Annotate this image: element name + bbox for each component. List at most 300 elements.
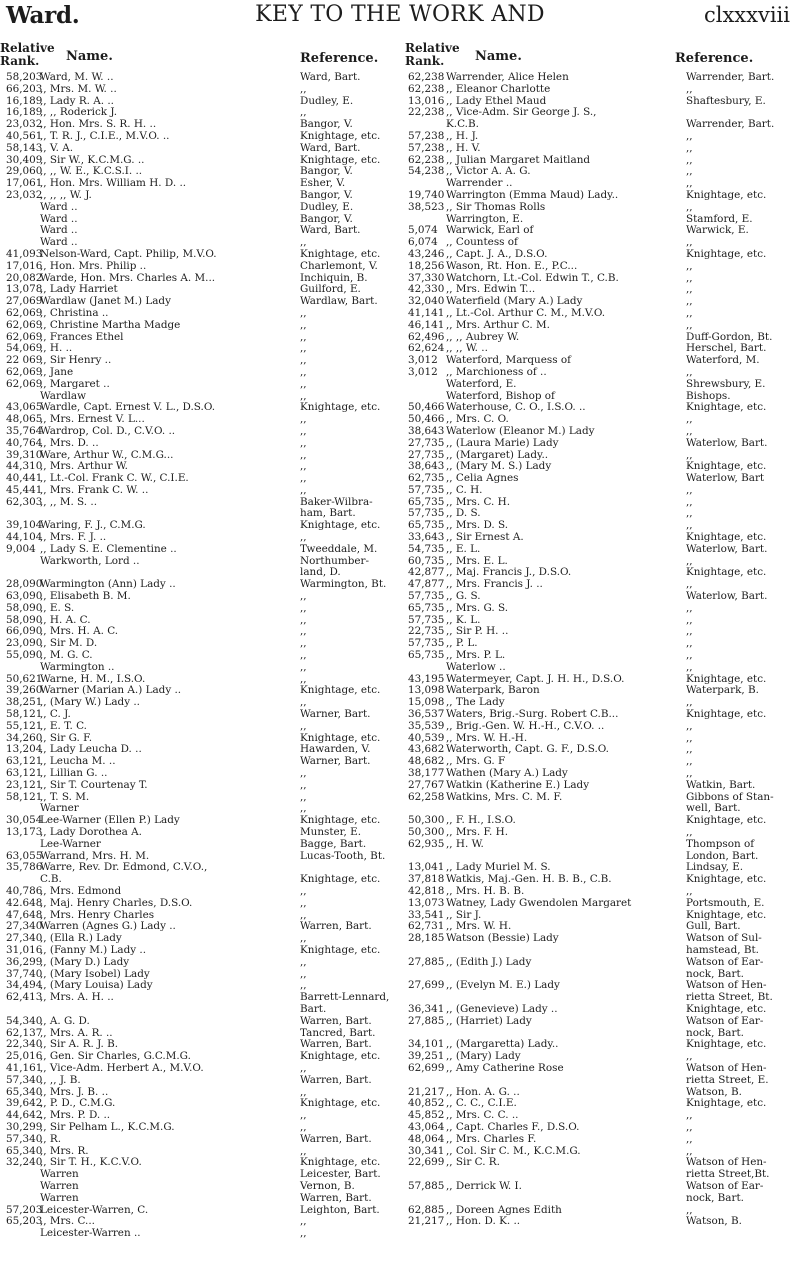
- entry-reference: ,,: [300, 413, 307, 426]
- entry-name: ,, (Edith J.) Lady: [446, 956, 532, 968]
- entry-rank: 62,624: [408, 342, 445, 355]
- index-entry: [408, 402, 796, 414]
- entry-reference: ,,: [300, 531, 307, 544]
- entry-rank: 57,340: [6, 1073, 43, 1086]
- entry-name: ,, (Mary W.) Lady ..: [40, 697, 140, 709]
- entry-rank: 62,935: [408, 837, 445, 850]
- entry-reference: Charlemont, V.: [300, 259, 378, 272]
- entry-name: ,, Sir Ernest A.: [446, 532, 524, 544]
- entry-reference: Waterpark, B.: [686, 684, 759, 697]
- entry-name: Nelson-Ward, Capt. Philip, M.V.O.: [40, 248, 217, 260]
- entry-name: Waterford, E.: [446, 378, 517, 390]
- entry-rank: 50,466: [408, 401, 445, 414]
- index-entry: [6, 591, 402, 603]
- entry-name: ,, Christine Martha Madge: [40, 319, 181, 331]
- index-entry: [408, 957, 796, 969]
- entry-rank: 58,121: [6, 708, 43, 721]
- entry-reference: Knightage, etc.: [686, 1038, 767, 1051]
- entry-reference: Esher, V.: [300, 177, 346, 190]
- index-entry: [408, 379, 796, 391]
- right-column-header: [405, 42, 800, 72]
- entry-rank: 62,069: [6, 318, 43, 331]
- index-entry: [6, 969, 402, 981]
- entry-rank: 40,786: [6, 884, 43, 897]
- entry-name: ,, Mrs. A. H. ..: [40, 992, 114, 1004]
- entry-name: ,, F. H., I.S.O.: [446, 815, 516, 827]
- entry-rank: 57,885: [408, 1179, 445, 1192]
- entry-name: Warren: [40, 1180, 79, 1192]
- entry-rank: 13,016: [408, 94, 445, 107]
- index-entry: [6, 438, 402, 450]
- index-entry: [408, 874, 796, 886]
- entry-reference: ,,: [686, 295, 693, 308]
- entry-reference: ,,: [300, 460, 307, 473]
- reference-label: Reference.: [675, 51, 754, 66]
- entry-reference: Waterlow, Bart.: [686, 542, 768, 555]
- entry-name: Warrand, Mrs. H. M.: [40, 850, 150, 862]
- entry-name: ,, Mrs. D. S.: [446, 520, 509, 532]
- entry-reference: Watkin, Bart.: [686, 778, 756, 791]
- entry-name: ,, ,, W. E., K.C.S.I. ..: [40, 166, 143, 178]
- entry-name: ,, ,, M. S. ..: [40, 496, 98, 508]
- index-entry: [408, 438, 796, 450]
- entry-reference: Knightage, etc.: [686, 1097, 767, 1110]
- index-entry: [408, 119, 796, 131]
- index-entry: [408, 662, 796, 674]
- entry-name: ,, P. L.: [446, 638, 478, 650]
- entry-rank: 21,217: [408, 1215, 445, 1228]
- entry-name: Ward ..: [40, 225, 78, 237]
- entry-reference: Knightage, etc.: [686, 908, 767, 921]
- entry-reference: Bishops.: [686, 389, 731, 402]
- header-center-title: KEY TO THE WORK AND: [255, 2, 545, 27]
- entry-reference: Waterlow, Bart: [686, 472, 765, 485]
- entry-reference: rietta Street, Bt.: [686, 991, 773, 1004]
- entry-rank: 54,238: [408, 165, 445, 178]
- index-entry: [6, 249, 402, 261]
- entry-rank: 63,121: [6, 767, 43, 780]
- entry-name: Watchorn, Lt.-Col. Edwin T., C.B.: [446, 272, 619, 284]
- entry-reference: ,,: [300, 472, 307, 485]
- index-entry: [408, 1134, 796, 1146]
- entry-reference: Guilford, E.: [300, 283, 361, 296]
- entry-reference: Knightage, etc.: [686, 873, 767, 886]
- entry-rank: 62,069: [6, 365, 43, 378]
- entry-reference: ,,: [300, 896, 307, 909]
- entry-reference: Waterlow, Bart.: [686, 590, 768, 603]
- entry-reference: Warrender, Bart.: [686, 71, 775, 83]
- entry-rank: 40,561: [6, 129, 43, 142]
- entry-name: ,, (Mary) Lady: [446, 1051, 521, 1063]
- entry-reference: Tweeddale, M.: [300, 542, 378, 555]
- entry-reference: ,,: [686, 1203, 693, 1216]
- entry-reference: ,,: [686, 601, 693, 614]
- name-label: Name.: [66, 49, 113, 64]
- index-entry: [408, 591, 796, 603]
- entry-name: ,, M. G. C.: [40, 650, 93, 662]
- entry-name: Ward ..: [40, 237, 78, 249]
- rank-label-line2: Rank.: [0, 54, 40, 68]
- entry-name: ,, Hon. Mrs. S. R. H. ..: [40, 119, 157, 131]
- index-entry: [408, 131, 796, 143]
- entry-rank: 58,143: [6, 141, 43, 154]
- index-entry: [6, 379, 402, 391]
- index-entry: [6, 626, 402, 638]
- entry-reference: Knightage, etc.: [300, 873, 381, 886]
- entry-rank: 22,735: [408, 625, 445, 638]
- entry-reference: ,,: [300, 106, 307, 119]
- entry-reference: Lucas-Tooth, Bt.: [300, 849, 386, 862]
- entry-reference: ,,: [686, 637, 693, 650]
- entry-reference: ,,: [686, 448, 693, 461]
- entry-rank: 57,735: [408, 637, 445, 650]
- entry-name: ,, Mrs. C. O.: [446, 414, 509, 426]
- entry-rank: 50,621: [6, 672, 43, 685]
- index-entry: [6, 780, 402, 792]
- index-entry: [408, 96, 796, 108]
- page-number: clxxxviii: [703, 3, 790, 27]
- entry-reference: ,,: [300, 354, 307, 367]
- entry-rank: 27,885: [408, 955, 445, 968]
- name-label: Name.: [475, 49, 522, 64]
- entry-rank: 63,090: [6, 590, 43, 603]
- entry-reference: Knightage, etc.: [686, 708, 767, 721]
- entry-rank: 47,877: [408, 578, 445, 591]
- index-entry: [408, 1193, 796, 1205]
- entry-reference: nock, Bart.: [686, 1191, 744, 1204]
- entry-name: ,, Mrs. Charles F.: [446, 1133, 537, 1145]
- index-entry: [408, 143, 796, 155]
- index-entry: [6, 1063, 402, 1075]
- entry-reference: ,,: [300, 389, 307, 402]
- entry-rank: 22,699: [408, 1156, 445, 1169]
- entry-name: Ward ..: [40, 213, 78, 225]
- entry-name: ,, ,, W. ..: [446, 343, 488, 355]
- entry-rank: 63,055: [6, 849, 43, 862]
- entry-rank: 41,141: [408, 306, 445, 319]
- entry-name: ,, T. S. M.: [40, 791, 90, 803]
- index-entry: [6, 886, 402, 898]
- entry-rank: 65,735: [408, 495, 445, 508]
- entry-reference: Knightage, etc.: [686, 1002, 767, 1015]
- entry-rank: 48,064: [408, 1132, 445, 1145]
- entry-reference: ,,: [686, 236, 693, 249]
- index-entry: [6, 1004, 402, 1016]
- entry-reference: ,,: [686, 731, 693, 744]
- entry-name: ,, V. A.: [40, 142, 74, 154]
- entry-reference: ,,: [300, 1085, 307, 1098]
- index-entry: [408, 355, 796, 367]
- entry-name: ,, Sir A. R. J. B.: [40, 1039, 119, 1051]
- entry-rank: 58,090: [6, 601, 43, 614]
- entry-rank: 66,203: [6, 82, 43, 95]
- entry-reference: Shrewsbury, E.: [686, 377, 766, 390]
- entry-reference: Herschel, Bart.: [686, 342, 767, 355]
- entry-name: Ward ..: [40, 201, 78, 213]
- entry-rank: 65,735: [408, 649, 445, 662]
- entry-name: ,, ,, Roderick J.: [40, 107, 118, 119]
- entry-reference: Warren, Bart.: [300, 920, 372, 933]
- index-entry: [6, 1122, 402, 1134]
- entry-name: Waterhouse, C. O., I.S.O. ..: [446, 402, 586, 414]
- entry-reference: ,,: [686, 495, 693, 508]
- entry-reference: Barrett-Lennard,: [300, 991, 390, 1004]
- left-index-column: [6, 72, 402, 1240]
- entry-rank: 27,885: [408, 1014, 445, 1027]
- entry-reference: Knightage, etc.: [686, 460, 767, 473]
- reference-label: Reference.: [300, 51, 379, 66]
- entry-name: ,, Mrs. Ernest V. L...: [40, 414, 145, 426]
- entry-reference: ,,: [300, 306, 307, 319]
- entry-name: Warren: [40, 1192, 79, 1204]
- entry-name: ,, Mrs. Edmond: [40, 885, 122, 897]
- entry-rank: 30,299: [6, 1120, 43, 1133]
- entry-name: ,, (Harriet) Lady: [446, 1015, 532, 1027]
- entry-rank: 62,735: [408, 472, 445, 485]
- entry-reference: ,,: [300, 1227, 307, 1240]
- entry-rank: 21,217: [408, 1085, 445, 1098]
- entry-rank: 27,735: [408, 436, 445, 449]
- entry-reference: ,,: [686, 696, 693, 709]
- entry-name: Warner: [40, 803, 79, 815]
- entry-rank: 62,413: [6, 991, 43, 1004]
- entry-reference: Warren, Bart.: [300, 1191, 372, 1204]
- entry-name: ,, Leucha M. ..: [40, 756, 116, 768]
- entry-rank: 27,699: [408, 979, 445, 992]
- entry-reference: Knightage, etc.: [300, 247, 381, 260]
- index-entry: [6, 261, 402, 273]
- entry-name: ,, Lady Muriel M. S.: [446, 862, 551, 874]
- index-entry: [6, 792, 402, 804]
- entry-reference: ,,: [300, 719, 307, 732]
- entry-reference: Knightage, etc.: [686, 531, 767, 544]
- entry-name: ,, Lady Ethel Maud: [446, 95, 547, 107]
- entry-rank: 46,141: [408, 318, 445, 331]
- rank-label-line1: Relative: [405, 41, 460, 55]
- entry-reference: ,,: [300, 696, 307, 709]
- entry-name: ,, Mrs. Edwin T...: [446, 284, 536, 296]
- entry-name: ,, Amy Catherine Rose: [446, 1062, 564, 1074]
- index-entry: [6, 839, 402, 851]
- entry-rank: 36,341: [408, 1002, 445, 1015]
- entry-reference: ,,: [300, 979, 307, 992]
- entry-reference: ,,: [686, 129, 693, 142]
- entry-reference: ,,: [300, 967, 307, 980]
- entry-rank: 63,121: [6, 755, 43, 768]
- entry-reference: Baker-Wilbra-: [300, 495, 373, 508]
- index-entry: [6, 1134, 402, 1146]
- index-entry: [6, 874, 402, 886]
- entry-name: Wardrop, Col. D., C.V.O. ..: [40, 425, 176, 437]
- entry-reference: ,,: [686, 483, 693, 496]
- entry-rank: 36,299: [6, 955, 43, 968]
- entry-reference: Knightage, etc.: [686, 188, 767, 201]
- entry-rank: 37,740: [6, 967, 43, 980]
- index-entry: [6, 1205, 402, 1217]
- entry-rank: 38,643: [408, 424, 445, 437]
- entry-reference: Bart.: [300, 1002, 327, 1015]
- entry-rank: 13,098: [408, 684, 445, 697]
- index-entry: [6, 332, 402, 344]
- entry-name: ,, Mrs. Henry Charles: [40, 909, 155, 921]
- entry-reference: ,,: [686, 767, 693, 780]
- entry-rank: 54,735: [408, 542, 445, 555]
- entry-name: Wardlaw (Janet M.) Lady: [40, 296, 171, 308]
- entry-name: Watermeyer, Capt. J. H. H., D.S.O.: [446, 673, 625, 685]
- entry-reference: Knightage, etc.: [686, 401, 767, 414]
- entry-reference: Knightage, etc.: [300, 1156, 381, 1169]
- entry-rank: 22,340: [6, 1038, 43, 1051]
- entry-name: ,, Mrs. G. F: [446, 756, 506, 768]
- entry-rank: 57,203: [6, 1203, 43, 1216]
- entry-name: ,, Vice-Adm. Sir George J. S.,: [446, 107, 597, 119]
- entry-name: ,, Maj. Francis J., D.S.O.: [446, 567, 572, 579]
- entry-name: Warren: [40, 1169, 79, 1181]
- entry-name: ,, The Lady: [446, 697, 505, 709]
- entry-reference: Knightage, etc.: [300, 943, 381, 956]
- entry-reference: ,,: [686, 719, 693, 732]
- entry-name: ,, Lady R. A. ..: [40, 95, 114, 107]
- entry-reference: nock, Bart.: [686, 967, 744, 980]
- entry-reference: ,,: [300, 236, 307, 249]
- entry-rank: 48,065: [6, 413, 43, 426]
- entry-name: ,, Mrs. E. L.: [446, 555, 508, 567]
- index-entry: [408, 202, 796, 214]
- entry-name: ,, Mrs. H. A. C.: [40, 626, 119, 638]
- entry-name: ,, Mrs. F. H.: [446, 827, 509, 838]
- entry-rank: 34,494: [6, 979, 43, 992]
- entry-rank: 44,642: [6, 1109, 43, 1122]
- entry-reference: ,,: [300, 908, 307, 921]
- index-entry: [408, 485, 796, 497]
- entry-reference: ,,: [686, 1132, 693, 1145]
- index-entry: [408, 1098, 796, 1110]
- entry-reference: ,,: [686, 578, 693, 591]
- entry-name: ,, Lillian G. ..: [40, 768, 108, 780]
- entry-name: ,, H. A. C.: [40, 614, 91, 626]
- entry-rank: 27,069: [6, 295, 43, 308]
- entry-name: ,, Maj. Henry Charles, D.S.O.: [40, 897, 193, 909]
- index-entry: [408, 733, 796, 745]
- entry-reference: ,,: [300, 82, 307, 95]
- entry-reference: ,,: [686, 283, 693, 296]
- relative-rank-label: [405, 42, 460, 68]
- index-entry: [6, 721, 402, 733]
- entry-rank: 38,523: [408, 200, 445, 213]
- entry-rank: 65,340: [6, 1085, 43, 1098]
- index-entry: [408, 284, 796, 296]
- entry-rank: 48,682: [408, 755, 445, 768]
- index-entry: [6, 768, 402, 780]
- index-entry: [408, 626, 796, 638]
- entry-rank: 39,104: [6, 519, 43, 532]
- entry-name: ,, Sir T. Courtenay T.: [40, 779, 148, 791]
- index-entry: [408, 615, 796, 627]
- index-entry: [6, 308, 402, 320]
- entry-rank: 6,074: [408, 236, 438, 249]
- entry-reference: ,,: [300, 932, 307, 945]
- entry-rank: 23,032: [6, 188, 43, 201]
- entry-name: Waters, Brig.-Surg. Robert C.B...: [446, 709, 619, 721]
- entry-rank: 39,251: [408, 1050, 445, 1063]
- index-entry: [408, 638, 796, 650]
- entry-name: ,, Mrs. H. B. B.: [446, 885, 525, 897]
- index-entry: [6, 96, 402, 108]
- entry-rank: 62,069: [6, 306, 43, 319]
- entry-reference: ,,: [686, 413, 693, 426]
- index-entry: [6, 485, 402, 497]
- entry-rank: 23,121: [6, 778, 43, 791]
- index-entry: [408, 603, 796, 615]
- entry-rank: 40,441: [6, 472, 43, 485]
- entry-rank: 40,539: [408, 731, 445, 744]
- entry-name: Warrington (Emma Maud) Lady..: [446, 189, 619, 201]
- index-entry: [408, 320, 796, 332]
- entry-name: ,, Mrs. C. H.: [446, 496, 511, 508]
- entry-rank: 5,074: [408, 224, 438, 237]
- index-entry: [6, 190, 402, 202]
- left-column-header: [0, 42, 405, 72]
- entry-name: Warner (Marian A.) Lady ..: [40, 685, 182, 697]
- entry-rank: 18,256: [408, 259, 445, 272]
- entry-reference: ,,: [686, 884, 693, 897]
- entry-reference: Knightage, etc.: [300, 731, 381, 744]
- entry-name: ,, Margaret ..: [40, 378, 110, 390]
- entry-rank: 54,340: [6, 1014, 43, 1027]
- entry-rank: 58,090: [6, 613, 43, 626]
- entry-reference: Knightage, etc.: [300, 1050, 381, 1063]
- entry-name: Warrender, Alice Helen: [446, 72, 569, 83]
- entry-name: Watkins, Mrs. C. M. F.: [446, 791, 563, 803]
- entry-reference: ,,: [686, 1144, 693, 1157]
- entry-name: ,, E. L.: [446, 543, 481, 555]
- entry-reference: ,,: [300, 424, 307, 437]
- index-entry: [6, 461, 402, 473]
- entry-name: Warmington (Ann) Lady ..: [40, 579, 176, 591]
- entry-reference: Warrender, Bart.: [686, 118, 775, 131]
- entry-reference: ,,: [300, 330, 307, 343]
- entry-rank: 16,189: [6, 106, 43, 119]
- entry-rank: 50,300: [408, 826, 445, 838]
- entry-name: ,, (Fanny M.) Lady ..: [40, 944, 147, 956]
- entry-name: ,, (Genevieve) Lady ..: [446, 1003, 558, 1015]
- index-entry: [408, 567, 796, 579]
- entry-name: ,, Sir J.: [446, 909, 482, 921]
- index-entry: [6, 1110, 402, 1122]
- entry-reference: Warren, Bart.: [300, 1132, 372, 1145]
- entry-name: ,, Lady Leucha D. ..: [40, 744, 142, 756]
- entry-reference: ,,: [686, 507, 693, 520]
- entry-name: ,, Lady S. E. Clementine ..: [40, 543, 177, 555]
- entry-name: ,, Lt.-Col. Arthur C. M., M.V.O.: [446, 307, 606, 319]
- index-entry: [408, 650, 796, 662]
- entry-reference: ,,: [686, 259, 693, 272]
- entry-reference: Waterlow, Bart.: [686, 436, 768, 449]
- index-entry: [6, 450, 402, 462]
- entry-reference: ,,: [300, 955, 307, 968]
- entry-name: ,, C. C., C.I.E.: [446, 1098, 517, 1110]
- entry-name: Wathen (Mary A.) Lady: [446, 768, 568, 780]
- entry-rank: 43,246: [408, 247, 445, 260]
- entry-rank: 22,238: [408, 106, 445, 119]
- entry-name: Waterpark, Baron: [446, 685, 540, 697]
- entry-name: ,, (Margaretta) Lady..: [446, 1039, 559, 1051]
- index-entry: [408, 815, 796, 827]
- entry-reference: Knightage, etc.: [300, 684, 381, 697]
- entry-rank: 35,786: [6, 861, 43, 874]
- entry-reference: Leicester, Bart.: [300, 1168, 381, 1181]
- entry-name: ,, Mrs. G. S.: [446, 602, 509, 614]
